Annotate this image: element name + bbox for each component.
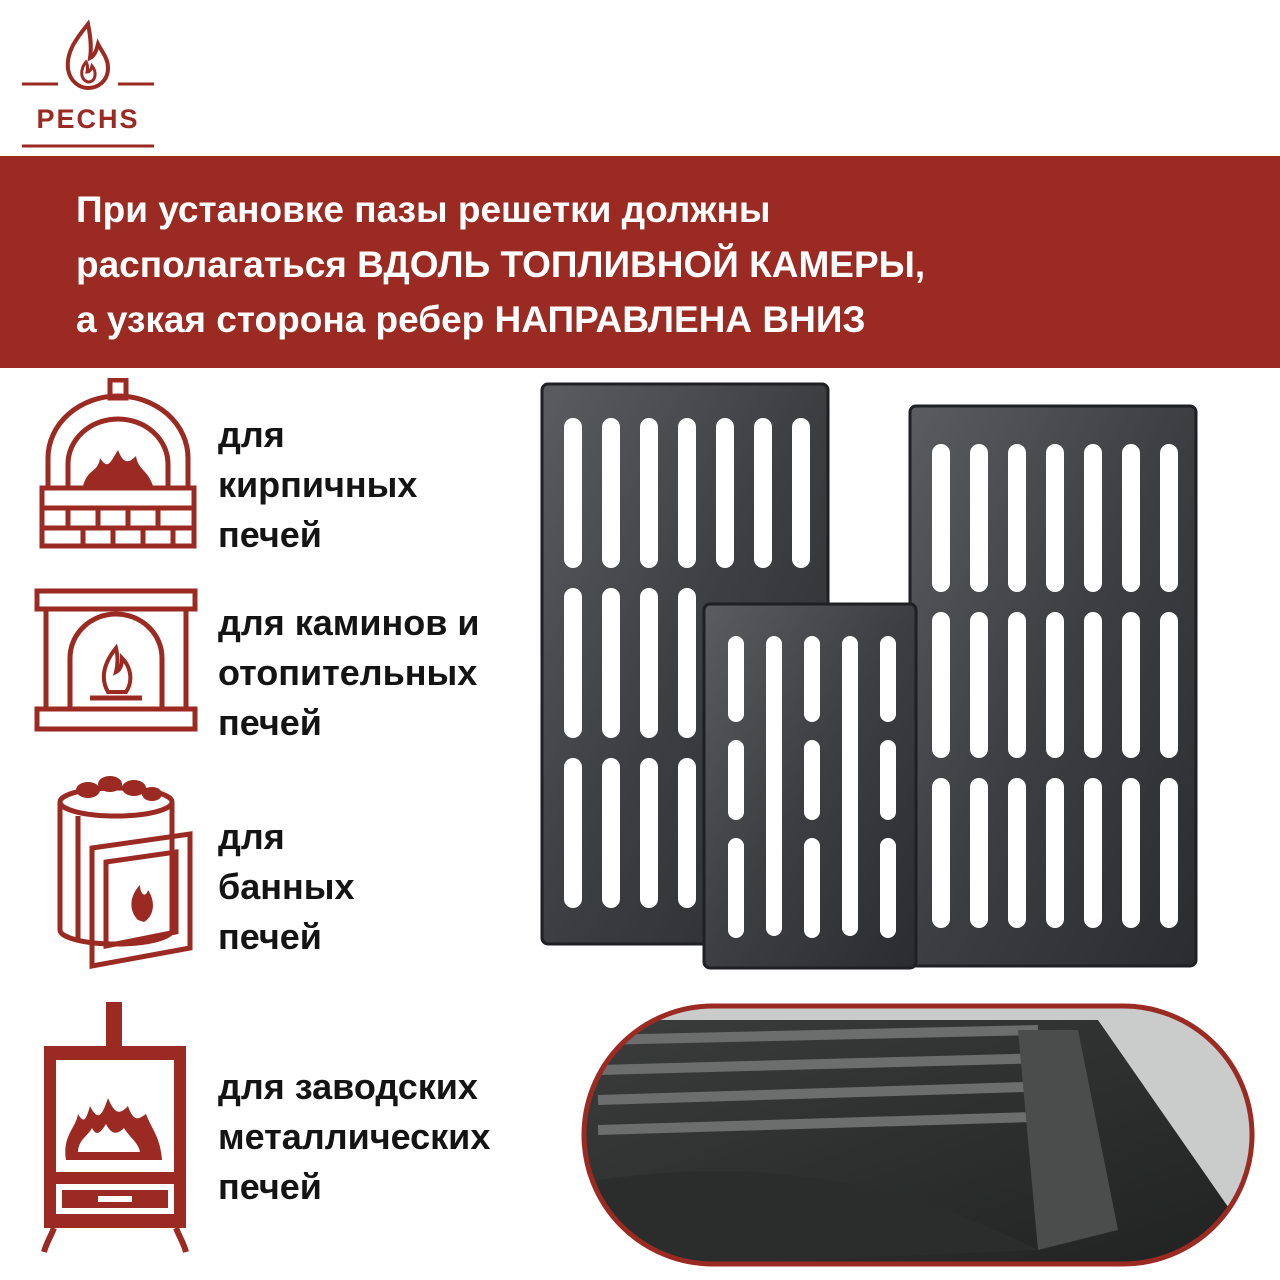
grate-large-right: [910, 406, 1196, 966]
banner-line-3: а узкая сторона ребер НАПРАВЛЕНА ВНИЗ: [76, 299, 866, 340]
flame-logo-icon: [18, 14, 158, 104]
feature-line: для заводских: [218, 1066, 478, 1107]
feature-metal-stoves: [218, 1062, 578, 1212]
feature-line: печей: [218, 1166, 322, 1207]
grate-closeup-photo: [578, 1000, 1258, 1270]
banner-line-1: При установке пазы решетки должны: [76, 189, 771, 230]
grate-small-middle: [704, 604, 916, 968]
brick-oven-icon: [38, 378, 198, 550]
brand-name: PECHS: [36, 104, 140, 134]
grates-product-photo: [530, 378, 1210, 978]
feature-line: печей: [218, 702, 322, 743]
banner-line-2: располагаться ВДОЛЬ ТОПЛИВНОЙ КАМЕРЫ,: [76, 244, 926, 285]
instruction-banner: [0, 156, 1280, 368]
feature-fireplaces: [218, 598, 578, 748]
feature-brick-ovens: [218, 410, 578, 560]
feature-line: кирпичных: [218, 464, 418, 505]
fireplace-icon: [34, 588, 198, 734]
logo-underline: [18, 142, 158, 152]
brand-logo: [18, 14, 158, 149]
feature-line: отопительных: [218, 652, 478, 693]
feature-line: для: [218, 414, 285, 455]
metal-stove-icon: [40, 1002, 190, 1254]
feature-sauna-stoves: [218, 812, 578, 962]
feature-line: печей: [218, 916, 322, 957]
feature-line: банных: [218, 866, 355, 907]
feature-line: печей: [218, 514, 322, 555]
feature-line: металлических: [218, 1116, 491, 1157]
sauna-stove-icon: [48, 770, 198, 975]
feature-line: для каминов и: [218, 602, 480, 643]
banner-text: [76, 182, 1256, 347]
feature-line: для: [218, 816, 285, 857]
